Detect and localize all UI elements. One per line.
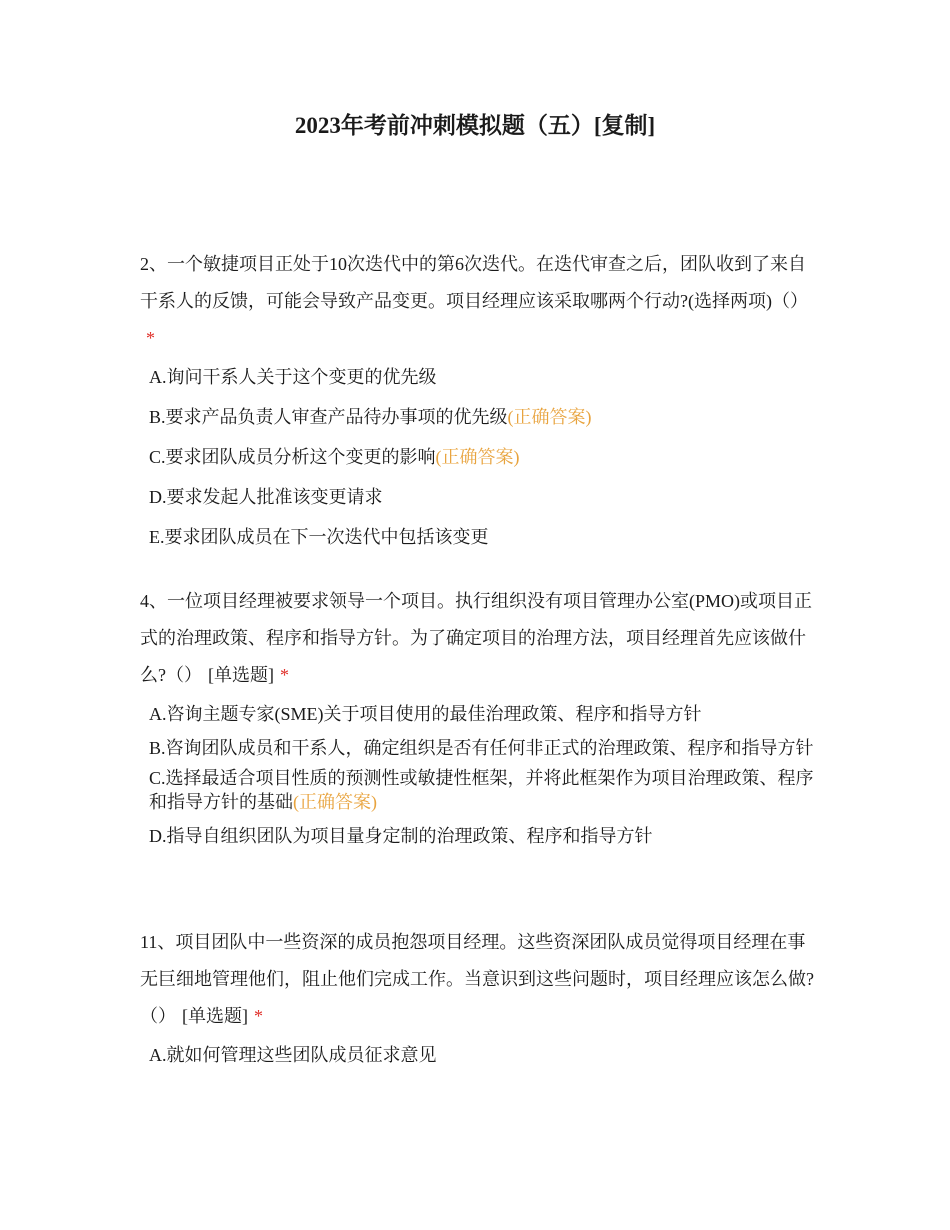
page-title: 2023年考前冲刺模拟题（五）[复制] — [294, 113, 656, 138]
option-item[interactable]: A.就如何管理这些团队成员征求意见 — [149, 1045, 437, 1065]
question-block — [140, 583, 814, 848]
question-block — [140, 246, 814, 549]
option-item[interactable]: A.询问干系人关于这个变更的优先级 — [149, 367, 437, 387]
option-item[interactable]: C.要求团队成员分析这个变更的影响(正确答案) — [149, 447, 520, 467]
option-list — [149, 365, 814, 549]
option-item[interactable]: B.咨询团队成员和干系人，确定组织是否有任何非正式的治理政策、程序和指导方针 — [149, 738, 814, 758]
question-text — [140, 246, 814, 357]
question-text — [140, 924, 814, 1035]
question-type-label: [单选题] — [208, 665, 274, 685]
option-item[interactable]: B.要求产品负责人审查产品待办事项的优先级(正确答案) — [149, 407, 592, 427]
option-list — [149, 702, 814, 848]
required-mark: * — [146, 328, 155, 348]
question-stem: 4、一位项目经理被要求领导一个项目。执行组织没有项目管理办公室(PMO)或项目正式的治理政策、程序和指导方针。为了确定项目的治理方法，项目经理首先应该做什么?（） — [140, 591, 812, 685]
question-stem: 2、一个敏捷项目正处于10次迭代中的第6次迭代。在迭代审查之后，团队收到了来自干系人的反馈，可能会导致产品变更。项目经理应该采取哪两个行动?(选择两项)（） — [140, 254, 808, 311]
required-mark: * — [254, 1006, 263, 1026]
question-stem: 11、项目团队中一些资深的成员抱怨项目经理。这些资深团队成员觉得项目经理在事无巨细地管理他们，阻止他们完成工作。当意识到这些问题时，项目经理应该怎么做?（） — [140, 932, 814, 1026]
option-item[interactable]: D.要求发起人批准该变更请求 — [149, 487, 383, 507]
question-block — [140, 924, 814, 1067]
question-text — [140, 583, 814, 694]
option-item[interactable]: A.咨询主题专家(SME)关于项目使用的最佳治理政策、程序和指导方针 — [149, 704, 702, 724]
required-mark: * — [280, 665, 289, 685]
correct-answer-marker: (正确答案) — [507, 407, 592, 427]
correct-answer-marker: (正确答案) — [435, 447, 520, 467]
correct-answer-marker: (正确答案) — [293, 792, 377, 812]
question-type-label: [单选题] — [182, 1006, 248, 1026]
option-item[interactable]: D.指导自组织团队为项目量身定制的治理政策、程序和指导方针 — [149, 826, 653, 846]
option-item[interactable]: C.选择最适合项目性质的预测性或敏捷性框架，并将此框架作为项目治理政策、程序和指导方针的基础(正确答案) — [149, 768, 814, 812]
option-list — [149, 1043, 814, 1067]
option-item[interactable]: E.要求团队成员在下一次迭代中包括该变更 — [149, 527, 489, 547]
